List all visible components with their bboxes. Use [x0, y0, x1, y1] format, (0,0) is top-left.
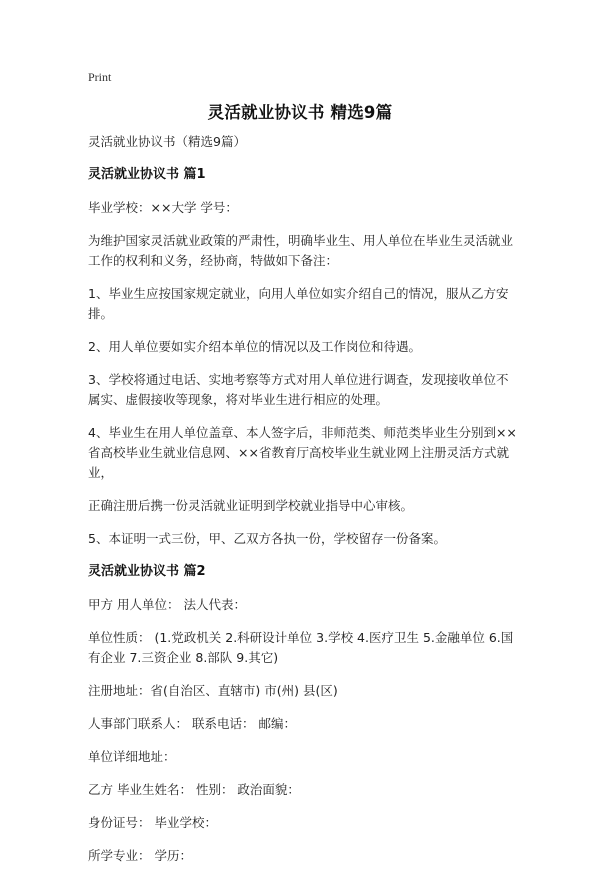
document-subtitle: 灵活就业协议书（精选9篇）: [88, 134, 246, 149]
paragraph: 身份证号： 毕业学校：: [88, 815, 217, 830]
paragraph: 正确注册后携一份灵活就业证明到学校就业指导中心审核。: [88, 498, 414, 513]
paragraph: 单位性质： (1.党政机关 2.科研设计单位 3.学校 4.医疗卫生 5.金融单位 6.国有企业 7.三资企业 8.部队 9.其它): [88, 630, 514, 665]
print-link[interactable]: Print: [88, 70, 112, 84]
paragraph: 5、本证明一式三份，甲、乙双方各执一份，学校留存一份备案。: [88, 531, 446, 546]
paragraph: 单位详细地址：: [88, 749, 176, 764]
paragraph: 甲方 用人单位： 法人代表：: [88, 597, 246, 612]
section-heading: 灵活就业协议书 篇1: [88, 167, 206, 182]
paragraph: 人事部门联系人： 联系电话： 邮编：: [88, 716, 296, 731]
paragraph: 3、学校将通过电话、实地考察等方式对用人单位进行调查，发现接收单位不属实、虚假接收等现象，将对毕业生进行相应的处理。: [88, 372, 509, 407]
document-body: [88, 132, 518, 879]
paragraph: 乙方 毕业生姓名： 性别： 政治面貌：: [88, 782, 300, 797]
paragraph: 毕业学校：××大学 学号：: [88, 200, 238, 215]
paragraph: 注册地址：省(自治区、直辖市) 市(州) 县(区): [88, 683, 338, 698]
paragraph: 1、毕业生应按国家规定就业，向用人单位如实介绍自己的情况，服从乙方安排。: [88, 286, 509, 321]
document-title: 灵活就业协议书 精选9篇: [207, 103, 393, 122]
paragraph: 为维护国家灵活就业政策的严肃性，明确毕业生、用人单位在毕业生灵活就业工作的权利和义务，经协商，特做如下备注：: [88, 233, 514, 268]
section-heading: 灵活就业协议书 篇2: [88, 564, 206, 579]
paragraph: 4、毕业生在用人单位盖章、本人签字后，非师范类、师范类毕业生分别到××省高校毕业生就业信息网、××省教育厅高校毕业生就业网上注册灵活方式就业，: [88, 425, 517, 480]
paragraph: 2、用人单位要如实介绍本单位的情况以及工作岗位和待遇。: [88, 339, 421, 354]
paragraph: 所学专业： 学历：: [88, 848, 192, 863]
